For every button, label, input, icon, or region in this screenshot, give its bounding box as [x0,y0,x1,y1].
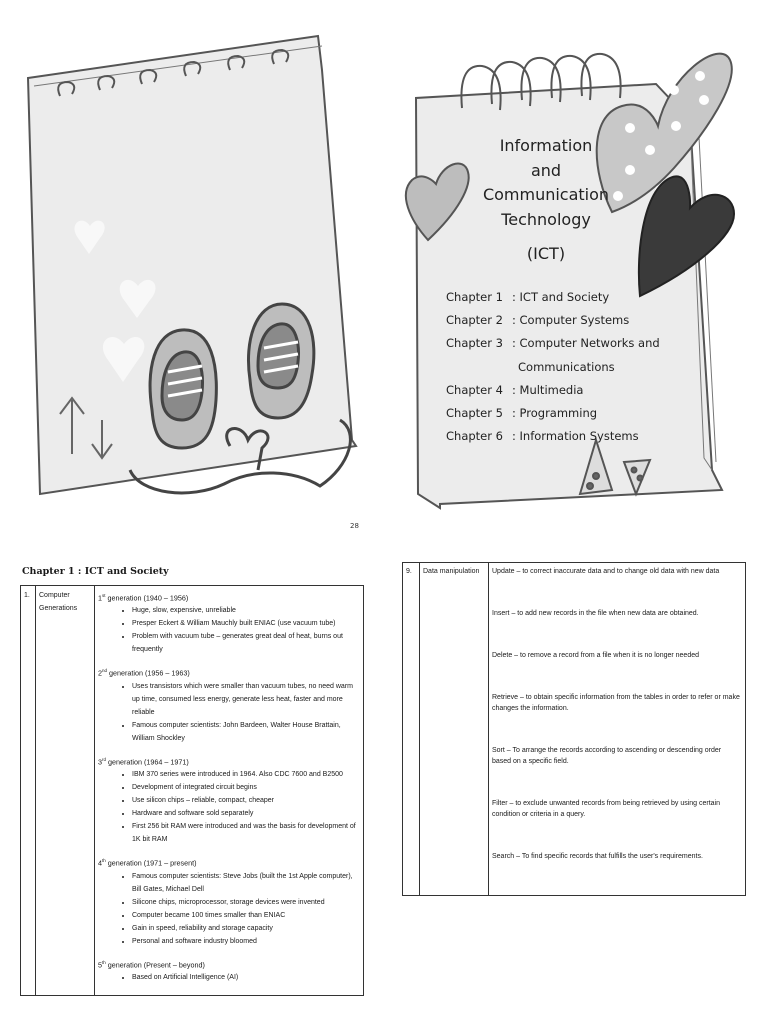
toc-row [446,425,676,448]
toc-chapter-title: : Multimedia [512,382,584,397]
table-of-contents [446,285,676,448]
data-manipulation-table [402,562,746,896]
generation-block [98,956,360,984]
operations-cell [489,563,746,896]
list-item: • Famous computer scientists: Steve Jobs (built the 1st Apple computer), Bill Gates, Michael Dell [132,870,360,896]
toc-chapter-title-continued: Communications [518,359,615,374]
toc-row [446,332,676,355]
toc-chapter-title: : Programming [512,406,598,421]
generation-title: 4th generation (1971 – present) [98,858,197,868]
list-item: • Personal and software industry bloomed [132,935,360,948]
cover-title-line: and [530,160,562,180]
left-notepad [28,36,356,494]
list-item: • Based on Artificial Intelligence (AI) [132,971,360,984]
cover-title-line: Information [499,136,593,155]
generation-block [98,753,360,846]
list-item: • Famous computer scientists: John Bardeen, Walter House Brattain, William Shockley [132,719,360,745]
toc-row [446,355,676,378]
generation-bullets [98,680,360,745]
operation-item: Sort – To arrange the records according to ascending or descending order based on a specific field. [492,747,722,765]
operation-item: Filter – to exclude unwanted records from being retrieved by using certain condition or criteria in a query. [492,800,721,818]
toc-chapter-title: : Computer Networks and [512,336,660,351]
list-item: • Use silicon chips – reliable, compact, cheaper [132,794,360,807]
list-item: • IBM 370 series were introduced in 1964. Also CDC 7600 and B2500 [132,768,360,781]
toc-chapter-number: Chapter 4 [446,382,503,397]
list-item: • Development of integrated circuit begins [132,781,360,794]
operation-item: Update – to correct inaccurate data and to change old data with new data [492,568,720,575]
generation-title: 1st generation (1940 – 1956) [98,593,189,603]
toc-chapter-number: Chapter 6 [446,429,503,444]
generation-block [98,854,360,947]
operation-item: Insert – to add new records in the file when new data are obtained. [492,610,699,617]
toc-chapter-number: Chapter 3 [446,336,503,351]
generation-block [98,589,360,656]
list-item: • Gain in speed, reliability and storage capacity [132,922,360,935]
generation-bullets [98,604,360,656]
list-item: • First 256 bit RAM were introduced and was the basis for development of 1K bit RAM [132,820,360,846]
toc-row [446,285,676,308]
row-number: 1. [21,586,36,996]
list-item: • Presper Eckert & William Mauchly built ENIAC (use vacuum tube) [132,617,360,630]
generation-bullets [98,768,360,846]
computer-generations-table [20,585,364,996]
page-number: 28 [350,522,359,530]
table-row [21,586,364,996]
toc-chapter-title: : Computer Systems [512,312,630,327]
chapter-heading: Chapter 1 : ICT and Society [22,566,169,577]
list-item: • Hardware and software sold separately [132,807,360,820]
generation-title: 3rd generation (1964 – 1971) [98,756,189,767]
generation-title: 5th generation (Present – beyond) [98,959,205,969]
table-row [403,563,746,896]
list-item: • Problem with vacuum tube – generates great deal of heat, burns out frequently [132,630,360,656]
operation-item: Delete – to remove a record from a file when it is no longer needed [492,652,700,659]
list-item: • Huge, slow, expensive, unreliable [132,604,360,617]
toc-chapter-number: Chapter 1 [446,289,503,304]
toc-row [446,401,676,424]
row-number: 9. [403,563,420,896]
cover-abbreviation: (ICT) [526,244,566,263]
toc-chapter-title: : ICT and Society [512,289,610,304]
row-topic: Data manipulation [420,563,489,896]
toc-chapter-number: Chapter 5 [446,406,503,421]
row-topic: Computer Generations [36,586,95,996]
toc-row [446,378,676,401]
cover-title [466,134,626,232]
cover-title-line: Technology [501,209,591,229]
operation-item: Search – To find specific records that fulfills the user's requirements. [492,853,703,860]
generation-bullets [98,870,360,948]
list-item: • Silicone chips, microprocessor, storage devices were invented [132,896,360,909]
toc-chapter-number: Chapter 2 [446,312,503,327]
generation-bullets [98,971,360,984]
generations-cell [95,586,364,996]
generation-block [98,664,360,744]
toc-row [446,308,676,331]
toc-chapter-title: : Information Systems [512,429,639,444]
list-item: • Uses transistors which were smaller than vacuum tubes, no need warm up time, consumed less energy, generate less heat, faster and more reliable [132,680,360,719]
list-item: • Computer became 100 times smaller than ENIAC [132,909,360,922]
cover-title-line: Communication [482,185,610,204]
generation-title: 2nd generation (1956 – 1963) [98,668,190,678]
operation-item: Retrieve – to obtain specific information from the tables in order to refer or make changes the information. [492,694,740,712]
